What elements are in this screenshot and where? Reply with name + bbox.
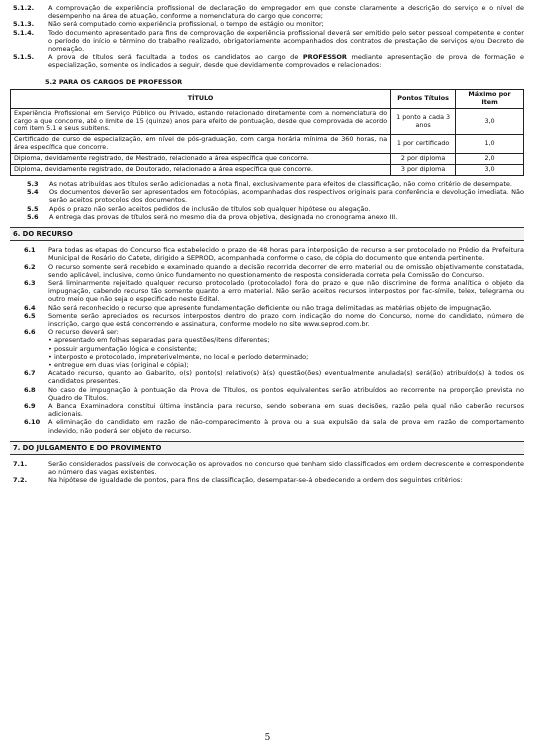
item-number: 6.3 bbox=[24, 279, 36, 288]
item-text-part: A prova de títulos será facultada a todos os candidatos ao cargo de bbox=[48, 53, 303, 62]
table-row bbox=[11, 108, 524, 135]
item-text: No caso de impugnação à pontuação da Prova de Títulos, os pontos equivalentes serão atribuídos ao recorrente na proporção prevista no Quadro de Títulos. bbox=[48, 385, 524, 402]
list-item bbox=[10, 345, 524, 353]
item-number: 5.5 bbox=[27, 204, 39, 213]
table-cell: 2,0 bbox=[456, 154, 524, 165]
item-5-1-3 bbox=[10, 20, 524, 28]
item-text-part: mediante apresentação de prova de formação e especialização, somente os indicados a seguir, desde que devidamente comprovados e relacionados: bbox=[48, 53, 524, 70]
item-6-6 bbox=[10, 328, 524, 336]
item-5-5 bbox=[10, 205, 524, 213]
item-number: 5.4 bbox=[27, 188, 39, 197]
item-text: A comprovação de experiência profissional de declaração do empregador em que conste claramente a descrição do serviço e o nível de desempenho na área de atuação, conforme a nomenclatura do cargo que concorre; bbox=[48, 4, 524, 21]
titles-table bbox=[10, 89, 524, 176]
table-cell: 1 por certificado bbox=[391, 135, 456, 154]
list-indent bbox=[10, 361, 48, 369]
item-number: 5.6 bbox=[27, 212, 39, 221]
item-6-3 bbox=[10, 279, 524, 304]
table-cell: 3 por diploma bbox=[391, 165, 456, 176]
item-6-4 bbox=[10, 304, 524, 312]
item-text: Após o prazo não serão aceitos pedidos de inclusão de títulos sob qualquer hipótese ou alegação. bbox=[49, 204, 371, 213]
item-5-6 bbox=[10, 213, 524, 221]
table-cell: Certificado de curso de especialização, em nível de pós-graduação, com carga horária mínima de 360 horas, na área específica que concorre. bbox=[11, 135, 391, 154]
page-number: 5 bbox=[264, 733, 271, 743]
list-indent bbox=[10, 345, 48, 353]
item-number: 5.1.3. bbox=[13, 20, 35, 29]
item-text: A eliminação do candidato em razão de não-comparecimento à prova ou a sua expulsão da sala de prova em razão de comportamento indevido, não poderá ser objeto de recurso. bbox=[48, 418, 524, 435]
list-item-text: • entregue em duas vias (original e cópia); bbox=[48, 361, 189, 370]
table-cell: Diploma, devidamente registrado, de Doutorado, relacionado a área específica que concorre. bbox=[11, 165, 391, 176]
item-number: 5.1.5. bbox=[13, 53, 35, 62]
item-6-1 bbox=[10, 246, 524, 262]
table-row bbox=[11, 165, 524, 176]
cargo-professor: PROFESSOR bbox=[302, 53, 347, 62]
item-6-10 bbox=[10, 418, 524, 434]
list-item bbox=[10, 361, 524, 369]
item-text: Serão considerados passíveis de convocação os aprovados no concurso que tenham sido classificados em ordem decrescente e correspondente ao número das vagas existentes. bbox=[48, 460, 524, 477]
item-number: 6.5 bbox=[24, 311, 36, 320]
table-row bbox=[11, 135, 524, 154]
item-text: Na hipótese de igualdade de pontos, para fins de classificação, desempatar-se-á obedecendo a ordem dos seguintes critérios: bbox=[48, 476, 463, 485]
item-6-2 bbox=[10, 263, 524, 279]
table-cell: 1,0 bbox=[456, 135, 524, 154]
item-text bbox=[48, 53, 524, 69]
item-text: Não será computado como experiência profissional, o tempo de estágio ou monitor; bbox=[48, 20, 324, 29]
list-item-text: • possuir argumentação lógica e consistente; bbox=[48, 344, 197, 353]
item-5-3 bbox=[10, 180, 524, 188]
item-6-5 bbox=[10, 312, 524, 328]
item-number: 7.2. bbox=[13, 476, 28, 485]
section-7-items bbox=[10, 460, 524, 485]
item-text: Todo documento apresentado para fins de comprovação de experiência profissional deverá ser emitido pelo setor pessoal competente e conter o período do início e término do trabalho realizado, obrigatoriamente acompanhados dos contratos de prestação de serviços e/ou Decreto de nomeação. bbox=[48, 28, 524, 54]
column-header: Pontos Títulos bbox=[391, 89, 456, 108]
item-5-4 bbox=[10, 188, 524, 204]
item-number: 5.3 bbox=[27, 179, 39, 188]
list-item-text: • apresentado em folhas separadas para questões/itens diferentes; bbox=[48, 336, 270, 345]
table-title: 5.2 PARA OS CARGOS DE PROFESSOR bbox=[45, 77, 183, 86]
item-text: O recurso deverá ser: bbox=[48, 328, 119, 337]
item-number: 6.4 bbox=[24, 303, 36, 312]
item-number: 5.1.2. bbox=[13, 4, 35, 12]
item-number: 6.8 bbox=[24, 385, 36, 394]
item-5-1-4 bbox=[10, 29, 524, 54]
item-text: Somente serão apreciados os recursos interpostos dentro do prazo com indicação do nome do Concurso, nome do candidato, número de inscrição, cargo que está concorrendo e assinatura, conforme modelo no site www.seprod.com.br. bbox=[48, 311, 524, 329]
table-cell: Experiência Profissional em Serviço Público ou Privado, estando relacionado diretamente com a nomenclatura do cargo a que concorre, até o limite de 15 (quinze) anos para efeito de pontuação, desde que comprovada de acordo com item 5.1 e seus subitens. bbox=[11, 108, 391, 135]
item-text: Para todas as etapas do Concurso fica estabelecido o prazo de 48 horas para interposição de recurso a ser protocolado no Prédio da Prefeitura Municipal de Rosário do Catete, dirigido a SEPROD, acompanhada conforme o caso, de cópia do documento que entenda pertinente. bbox=[48, 246, 524, 263]
table-cell: 3,0 bbox=[456, 165, 524, 176]
item-number: 5.1.4. bbox=[13, 28, 35, 37]
table-cell: Diploma, devidamente registrado, de Mestrado, relacionado a área específica que concorre. bbox=[11, 154, 391, 165]
item-6-9 bbox=[10, 402, 524, 418]
section-6-items bbox=[10, 246, 524, 435]
table-cell: 1 ponto a cada 3 anos bbox=[391, 108, 456, 135]
item-6-7 bbox=[10, 369, 524, 385]
item-number: 6.7 bbox=[24, 369, 36, 378]
item-5-1-5 bbox=[10, 53, 524, 69]
document-body bbox=[10, 4, 524, 485]
table-cell: 3,0 bbox=[456, 108, 524, 135]
item-number: 6.1 bbox=[24, 246, 36, 255]
list-item-text: • interposto e protocolado, impreterivelmente, no local e período determinado; bbox=[48, 352, 309, 361]
item-6-8 bbox=[10, 386, 524, 402]
item-text: A Banca Examinadora constitui última instância para recurso, sendo soberana em suas decisões, razão pela qual não caberão recursos adicionais. bbox=[48, 402, 524, 419]
list-indent bbox=[10, 336, 48, 344]
section-7-heading: 7. DO JULGAMENTO E DO PROVIMENTO bbox=[10, 441, 524, 455]
item-text: Acatado recurso, quanto ao Gabarito, o(s) ponto(s) relativo(s) à(s) questão(ões) eventualmente anulada(s) será(ão) atribuído(s) à todos os candidatos presentes. bbox=[48, 369, 524, 386]
item-number: 6.2 bbox=[24, 262, 36, 271]
item-7-2 bbox=[10, 476, 524, 484]
top-items bbox=[10, 4, 524, 70]
item-number: 6.6 bbox=[24, 328, 36, 337]
list-indent bbox=[10, 353, 48, 361]
item-text: O recurso somente será recebido e examinado quando a decisão recorrida decorrer de erro material ou de omissão objetivamente constatada, sendo aplicável, inclusive, como único fundamento no questionamento de resposta considerada correta pela Comissão do Concurso. bbox=[48, 262, 524, 279]
column-header: Máximo por Item bbox=[456, 89, 524, 108]
item-text: A entrega das provas de títulos será no mesmo dia da prova objetiva, designada no cronograma anexo III. bbox=[49, 212, 398, 221]
column-header: TÍTULO bbox=[11, 89, 391, 108]
item-text: Não será reconhecido o recurso que apresente fundamentação deficiente ou não traga delimitadas as matérias objeto de impugnação. bbox=[48, 303, 492, 312]
section-6-heading: 6. DO RECURSO bbox=[10, 227, 524, 241]
item-5-1-2 bbox=[10, 4, 524, 20]
item-number: 7.1. bbox=[13, 460, 28, 469]
item-text: Será liminarmente rejeitado qualquer recurso protocolado (protocolado) fora do prazo e que não discrimine de forma analítica o objeto da impugnação, cabendo recurso tão somente quanto a erro material. Não serão aceitos recursos interpostos por fac-símile, telex, telegrama ou outro meio que não seja o especificado neste Edital. bbox=[48, 279, 524, 304]
item-number: 6.10 bbox=[24, 418, 41, 427]
items-5 bbox=[10, 180, 524, 221]
item-number: 6.9 bbox=[24, 402, 36, 411]
table-cell: 2 por diploma bbox=[391, 154, 456, 165]
list-item bbox=[10, 336, 524, 344]
item-text: Os documentos deverão ser apresentados em fotocópias, acompanhadas dos respectivos originais para conferência e devolução imediata. Não serão aceitos protocolos dos documentos. bbox=[49, 188, 524, 205]
table-header-row bbox=[11, 89, 524, 108]
recurso-requirements-list bbox=[10, 336, 524, 369]
item-text: As notas atribuídas aos títulos serão adicionadas a nota final, exclusivamente para efeitos de classificação, não como critério de desempate. bbox=[49, 179, 512, 188]
list-item bbox=[10, 353, 524, 361]
table-row bbox=[11, 154, 524, 165]
item-7-1 bbox=[10, 460, 524, 476]
